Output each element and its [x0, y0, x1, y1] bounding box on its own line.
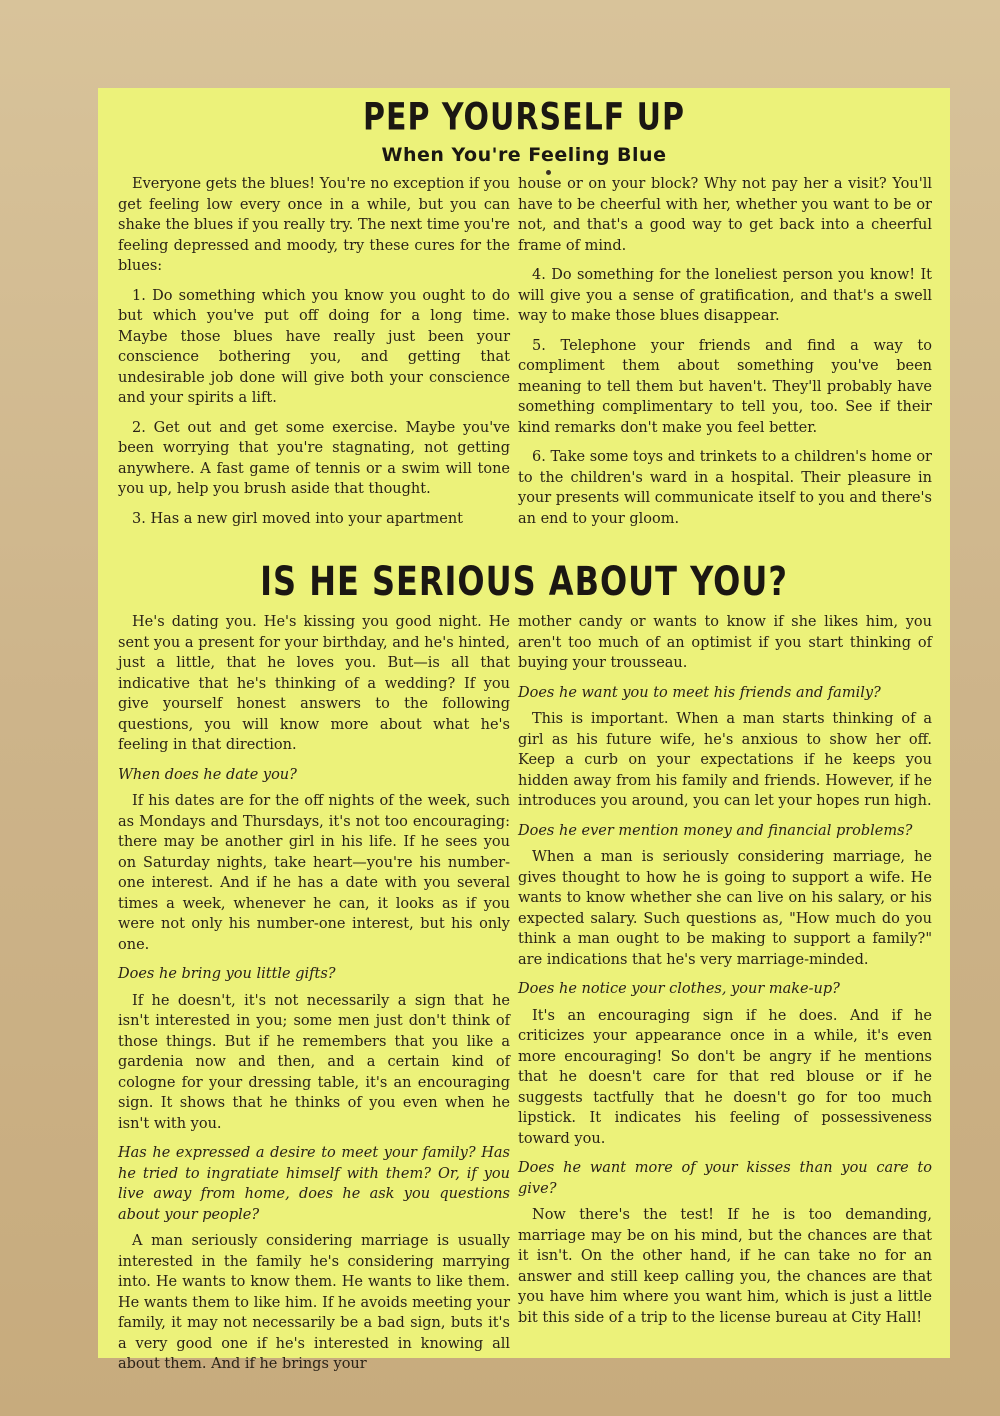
- text-panel: [98, 88, 950, 1372]
- question-heading: Does he ever mention money and financial problems?: [518, 822, 913, 839]
- paragraph: Everyone gets the blues! You're no exception if you get feeling low every once in a while, but you can shake the blues if you really try. The next time you're feeling depressed and moody, try these cures for the blues:: [118, 176, 510, 274]
- article-is-he-serious: [98, 556, 950, 1372]
- paragraph: 1. Do something which you know you ought to do but which you've put off doing for a long time. Maybe those blues have really just been your conscience bothering you, and getting that undesirable job done will give both your conscience and your spirits a lift.: [118, 287, 510, 406]
- article-title: IS HE SERIOUS ABOUT YOU?: [260, 557, 788, 605]
- paragraph: He's dating you. He's kissing you good night. He sent you a present for your birthday, and he's hinted, just a little, that he loves you. But—is all that indicative that he's thinking of a wedding? If you give yourself honest answers to the following questions, you will know more about what he's feeling in that direction.: [118, 614, 510, 753]
- paragraph: Now there's the test! If he is too demanding, marriage may be on his mind, but the chances are that it isn't. On the other hand, if he can take no for an answer and still keep calling you, the chances are that you have him where you want him, which is just a little bit this side of a trip to the license bureau at City Hall!: [518, 1207, 932, 1326]
- right-column: [518, 174, 932, 538]
- article-pep-yourself-up: [98, 88, 950, 548]
- question-heading: Does he want you to meet his friends and family?: [518, 684, 881, 701]
- paragraph: This is important. When a man starts thinking of a girl as his future wife, he's anxious to show her off. Keep a curb on your expectations if he keeps you hidden away from his family and friends. However, if he introduces you around, you can let your hopes run high.: [518, 711, 932, 809]
- article-title: PEP YOURSELF UP: [362, 95, 686, 140]
- paragraph: When a man is seriously considering marriage, he gives thought to how he is going to support a wife. He wants to know whether she can live on his salary, or his expected salary. Such questions as, "How much do you think a man ought to be making to support a family?" are indications that he's very marriage-minded.: [518, 849, 932, 968]
- question-heading: Does he bring you little gifts?: [118, 966, 336, 982]
- left-column: [118, 174, 510, 538]
- paragraph: If his dates are for the off nights of the week, such as Mondays and Thursdays, it's not too encouraging: there may be another girl in his life. If he sees you on Saturday nights, take heart—you're his number-one interest. And if he has a date with you several times a week, whenever he can, it looks as if you were not only his number-one interest, but his only one.: [118, 793, 510, 953]
- question-heading: Does he want more of your kisses than you care to give?: [518, 1160, 932, 1197]
- paragraph: It's an encouraging sign if he does. And if he criticizes your appearance once in a while, it's even more encouraging! So don't be angry if he mentions that he doesn't care for that red blouse or if he suggests tactfully that he doesn't go for too much lipstick. It indicates his feeling of possessiveness toward you.: [518, 1007, 932, 1147]
- paragraph: 6. Take some toys and trinkets to a children's home or to the children's ward in a hospital. Their pleasure in your presents will communicate itself to you and there's an end to your gloom.: [518, 449, 932, 527]
- paragraph-continued: house or on your block? Why not pay her a visit? You'll have to be cheerful with her, whether you want to be or not, and that's a good way to get back into a cheerful frame of mind.: [518, 176, 932, 254]
- paragraph: 2. Get out and get some exercise. Maybe you've been worrying that you're stagnating, not getting anywhere. A fast game of tennis or a swim will tone you up, help you brush aside that thought.: [118, 419, 510, 497]
- paragraph: A man seriously considering marriage is usually interested in the family he's considering marrying into. He wants to know them. He wants to like them. He wants them to like him. If he avoids meeting your family, it may not necessarily be a bad sign, buts it's a very good one if he's interested in knowing all about them. And if he brings your: [118, 1233, 510, 1372]
- question-heading: Has he expressed a desire to meet your family? Has he tried to ingratiate himself with them? Or, if you live away from home, does he ask you questions about your people?: [118, 1145, 510, 1223]
- left-column: [118, 612, 510, 1384]
- paragraph: 3. Has a new girl moved into your apartment: [132, 510, 463, 527]
- paragraph: If he doesn't, it's not necessarily a sign that he isn't interested in you; some men just don't think of those things. But if he remembers that you like a gardenia now and then, and a certain kind of cologne for your dressing table, it's an encouraging sign. It shows that he thinks of you even when he isn't with you.: [118, 992, 510, 1132]
- article-subtitle: When You're Feeling Blue: [381, 144, 667, 166]
- right-column: [518, 612, 932, 1337]
- paragraph-continued: mother candy or wants to know if she likes him, you aren't too much of an optimist if you start thinking of buying your trousseau.: [518, 614, 932, 671]
- paragraph: 4. Do something for the loneliest person you know! It will give you a sense of gratification, and that's a swell way to make those blues disappear.: [518, 267, 932, 324]
- question-heading: When does he date you?: [118, 766, 297, 783]
- paragraph: 5. Telephone your friends and find a way to compliment them about something you've been meaning to tell them but haven't. They'll probably have something complimentary to tell you, too. See if their kind remarks don't make you feel better.: [518, 337, 932, 436]
- question-heading: Does he notice your clothes, your make-up?: [518, 981, 840, 997]
